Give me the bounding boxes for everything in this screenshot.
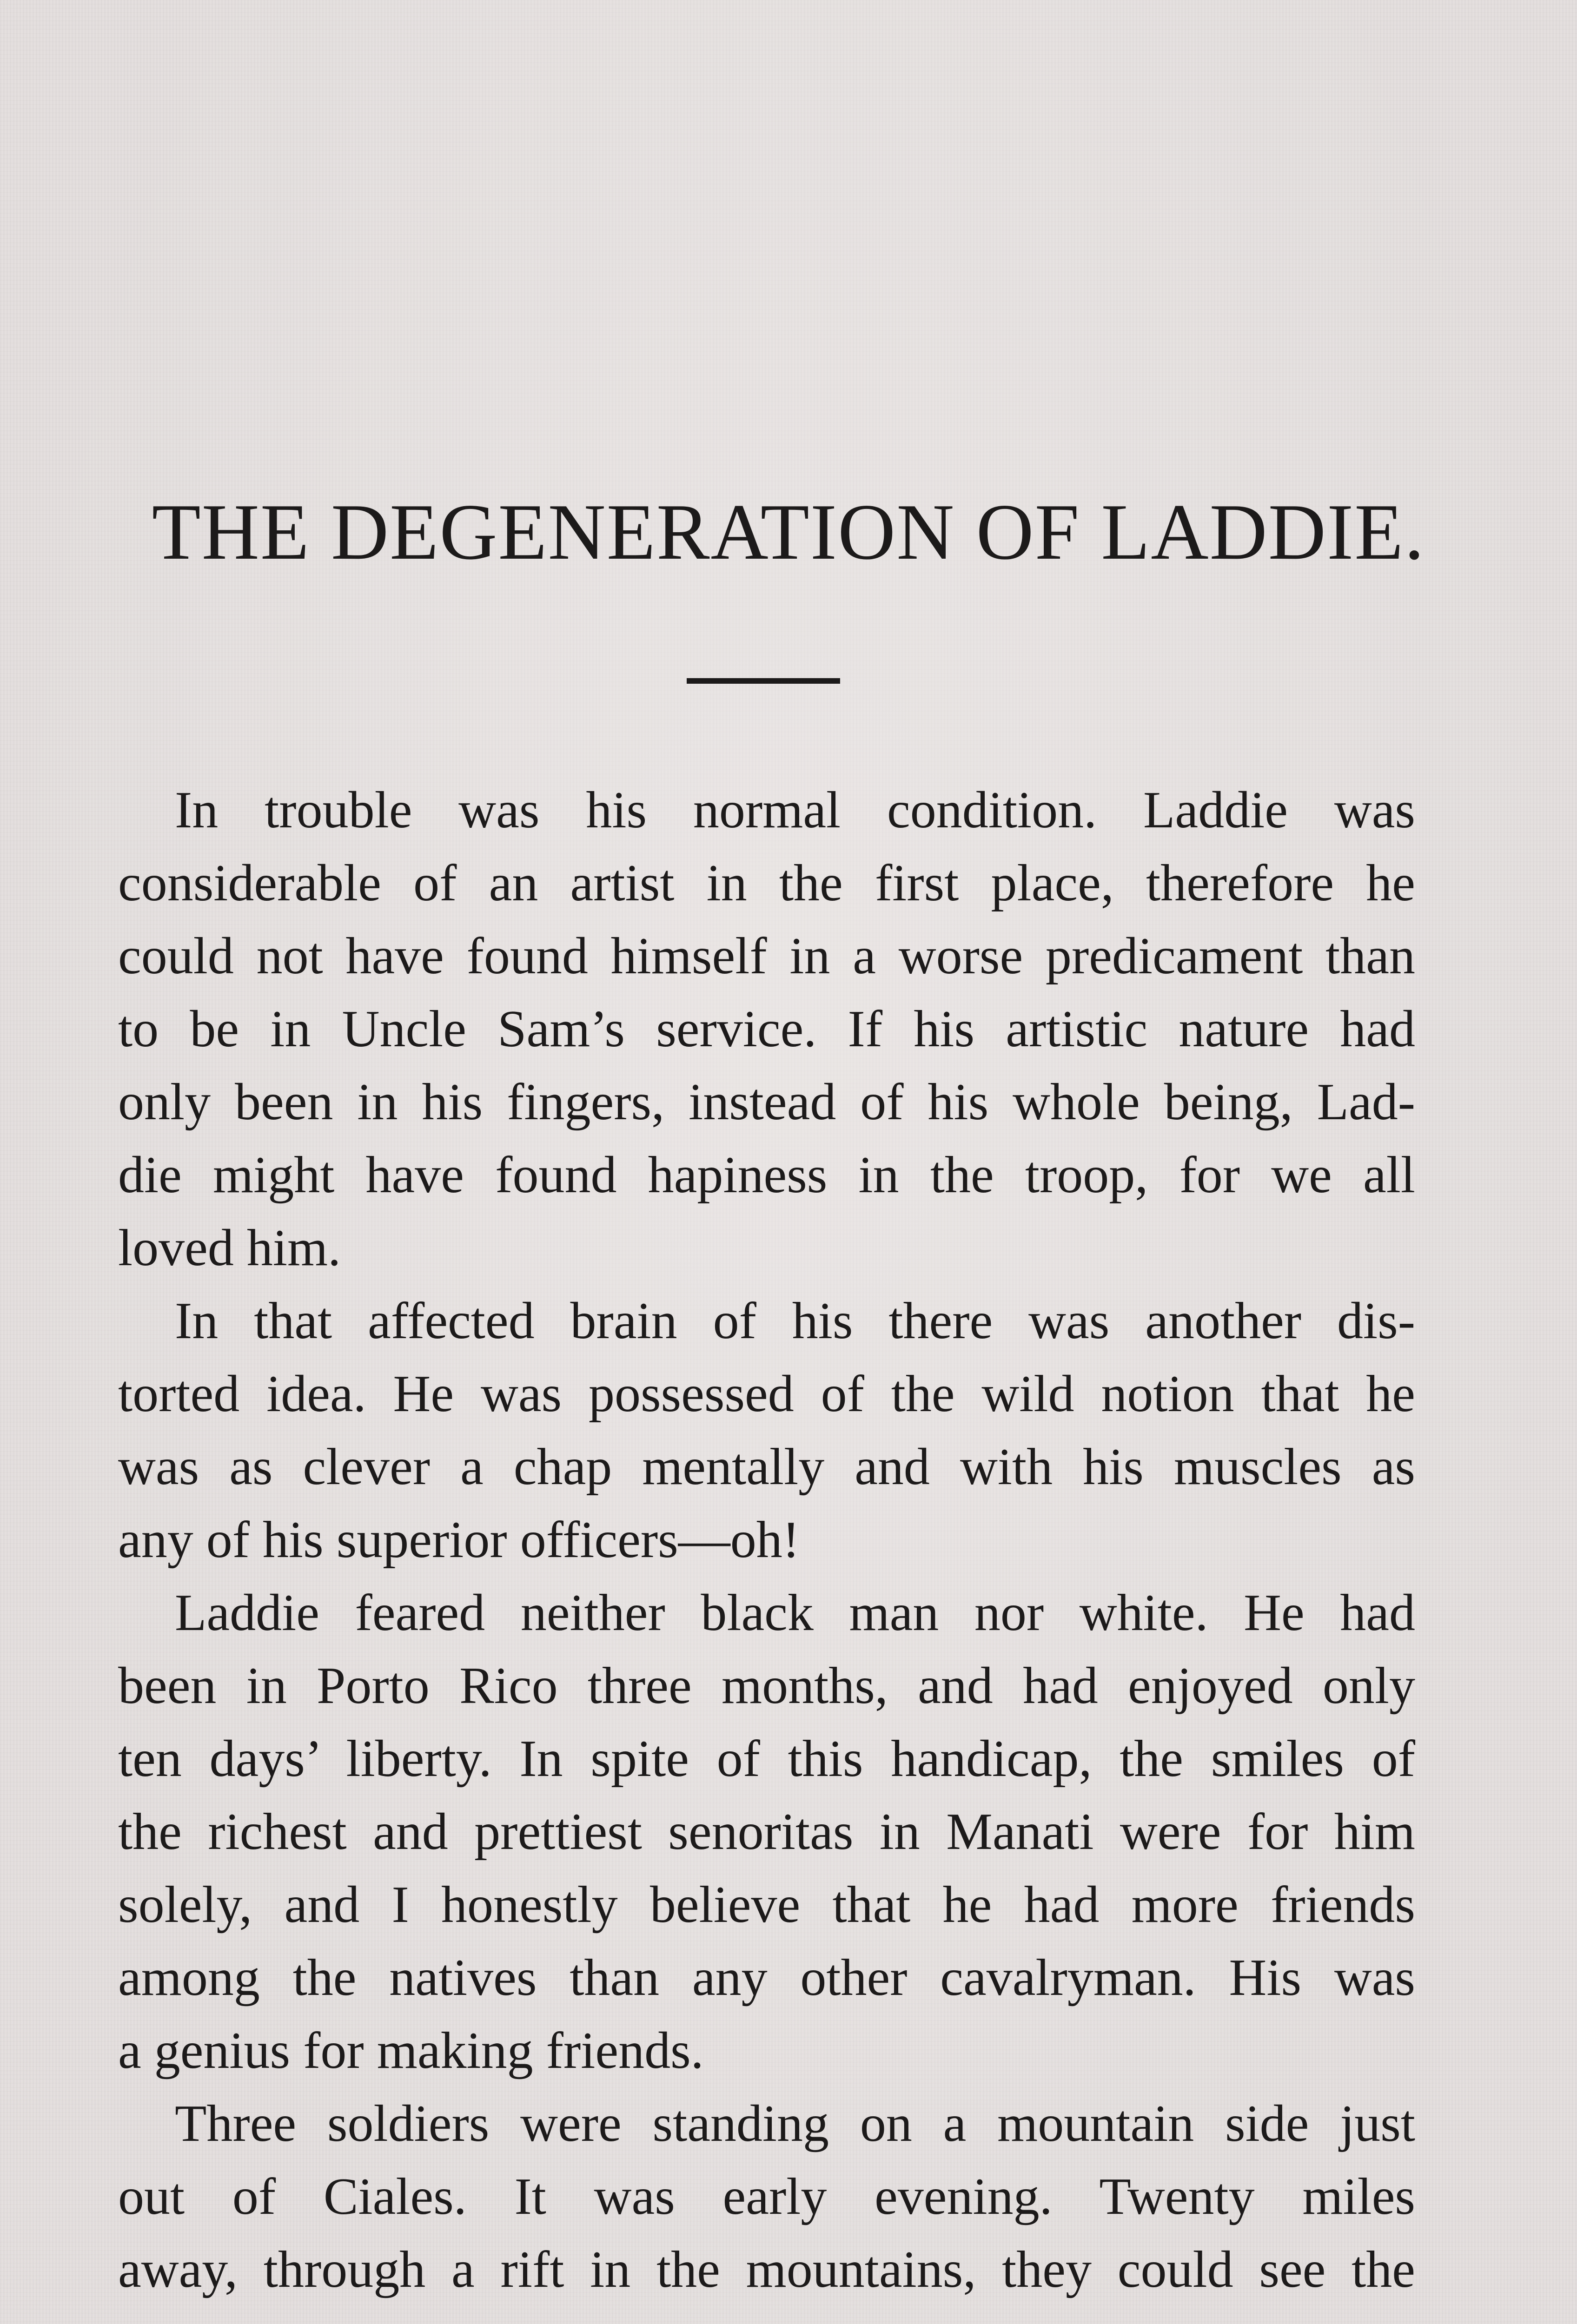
text-line: torted idea. He was possessed of the wild notion that he (118, 1365, 1415, 1423)
paragraph-3 (118, 1577, 1415, 2087)
text-line: could not have found himself in a worse predicament than (118, 927, 1415, 985)
text-line: In that affected brain of his there was another dis- (175, 1292, 1415, 1350)
text-line: In trouble was his normal condition. Laddie was (175, 781, 1415, 839)
text-line: Laddie feared neither black man nor white. He had (175, 1584, 1415, 1642)
title-divider-rule (687, 678, 840, 684)
text-line: any of his superior officers—oh! (118, 1511, 800, 1569)
chapter-title: THE DEGENERATION OF LADDIE. (152, 488, 1425, 576)
text-line: solely, and I honestly believe that he had more friends (118, 1876, 1415, 1934)
text-line: considerable of an artist in the first place, therefore he (118, 854, 1415, 912)
text-line: out of Ciales. It was early evening. Twenty miles (118, 2168, 1415, 2225)
text-line: die might have found hapiness in the troop, for we all (118, 1146, 1415, 1204)
paragraph-1 (118, 774, 1415, 1285)
text-line: a genius for making friends. (118, 2022, 704, 2080)
text-line: Three soldiers were standing on a mountain side just (175, 2095, 1415, 2152)
text-line: the richest and prettiest senoritas in Manati were for him (118, 1803, 1415, 1861)
paragraph-4 (118, 2087, 1415, 2306)
text-line: among the natives than any other cavalryman. His was (118, 1949, 1415, 2007)
paragraph-2 (118, 1285, 1415, 1577)
text-line: was as clever a chap mentally and with his muscles as (118, 1438, 1415, 1496)
text-line: away, through a rift in the mountains, they could see the (118, 2241, 1415, 2298)
body-text (118, 774, 1415, 2306)
text-line: to be in Uncle Sam’s service. If his artistic nature had (118, 1000, 1415, 1058)
text-line: been in Porto Rico three months, and had enjoyed only (118, 1657, 1415, 1715)
text-line: ten days’ liberty. In spite of this handicap, the smiles of (118, 1730, 1415, 1788)
text-line: loved him. (118, 1219, 341, 1277)
text-line: only been in his fingers, instead of his whole being, Lad- (118, 1073, 1415, 1131)
